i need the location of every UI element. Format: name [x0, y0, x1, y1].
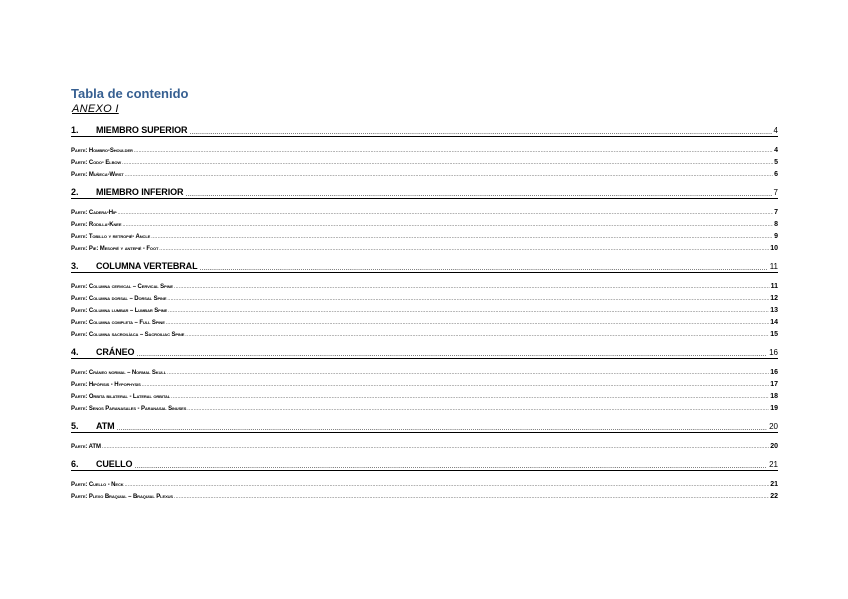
subentry-page-number: 16 — [770, 369, 778, 376]
toc-subentry[interactable] — [71, 291, 778, 303]
subentry-label: Parte: ATM — [71, 444, 101, 450]
toc-subentry[interactable] — [71, 241, 778, 253]
section-label: MIEMBRO INFERIOR — [96, 187, 184, 197]
section-number: 4. — [71, 347, 79, 357]
subentry-label: Parte: Columna lumbar – Lumbar Spine — [71, 308, 168, 314]
subentry-page-number: 19 — [770, 405, 778, 412]
dot-leader — [168, 308, 769, 315]
section-label: MIEMBRO SUPERIOR — [96, 125, 188, 135]
toc-subentry-list — [71, 365, 778, 413]
subentry-label: Parte: Senos Paranasales - Paranasal Sinuses — [71, 406, 187, 412]
subentry-label: Parte: Columna cervical – Cervical Spine — [71, 284, 173, 290]
toc-body — [71, 120, 778, 501]
subentry-page-number: 14 — [770, 319, 778, 326]
dot-leader — [171, 394, 769, 401]
subentry-page-number: 9 — [774, 233, 778, 240]
dot-leader — [189, 127, 771, 136]
toc-subentry[interactable] — [71, 477, 778, 489]
subentry-page-number: 6 — [774, 171, 778, 178]
toc-section-entry[interactable] — [71, 256, 778, 273]
section-number: 1. — [71, 125, 79, 135]
subentry-label: Parte: Plexo Braquial – Braquial Plexus — [71, 494, 173, 500]
toc-subentry[interactable] — [71, 365, 778, 377]
section-label: ATM — [96, 421, 115, 431]
toc-section-entry[interactable] — [71, 120, 778, 137]
toc-subentry[interactable] — [71, 205, 778, 217]
section-number: 3. — [71, 261, 79, 271]
subentry-page-number: 12 — [770, 295, 778, 302]
dot-leader — [125, 482, 770, 489]
annex-heading: ANEXO I — [72, 103, 119, 115]
subentry-page-number: 22 — [770, 493, 778, 500]
toc-subentry[interactable] — [71, 303, 778, 315]
section-number: 6. — [71, 459, 79, 469]
subentry-label: Parte: Columna dorsal – Dorsal Spine — [71, 296, 167, 302]
toc-subentry-list — [71, 439, 778, 451]
dot-leader — [117, 423, 768, 432]
section-label: COLUMNA VERTEBRAL — [96, 261, 198, 271]
dot-leader — [142, 382, 770, 389]
section-page-number: 7 — [773, 188, 778, 197]
subentry-label: Parte: Codo- Elbow — [71, 160, 122, 166]
subentry-page-number: 5 — [774, 159, 778, 166]
toc-subentry[interactable] — [71, 315, 778, 327]
section-page-number: 20 — [769, 422, 778, 431]
subentry-label: Parte: Hombro-Shoulder — [71, 148, 133, 154]
toc-subentry[interactable] — [71, 229, 778, 241]
subentry-label: Parte: Muñeca-Wirst — [71, 172, 124, 178]
toc-section-entry[interactable] — [71, 454, 778, 471]
toc-subentry[interactable] — [71, 489, 778, 501]
subentry-label: Parte: Cráneo normal – Normal Skull — [71, 370, 167, 376]
toc-title: Tabla de contenido — [71, 86, 189, 101]
subentry-label: Parte: Tobillo y retropié- Ancle — [71, 234, 151, 240]
toc-subentry[interactable] — [71, 377, 778, 389]
subentry-page-number: 11 — [770, 283, 778, 290]
dot-leader — [167, 370, 769, 377]
dot-leader — [167, 296, 769, 303]
dot-leader — [122, 222, 773, 229]
section-number: 5. — [71, 421, 79, 431]
toc-subentry-list — [71, 279, 778, 339]
dot-leader — [159, 246, 769, 253]
subentry-label: Parte: Rodilla-Knee — [71, 222, 122, 228]
dot-leader — [174, 494, 769, 501]
dot-leader — [151, 234, 773, 241]
toc-subentry[interactable] — [71, 167, 778, 179]
subentry-label: Parte: Cuello - Neck — [71, 482, 124, 488]
subentry-label: Parte: Columna completa – Full Spine — [71, 320, 165, 326]
subentry-page-number: 7 — [774, 209, 778, 216]
section-number: 2. — [71, 187, 79, 197]
subentry-label: Parte: Hipófisis - Hypophysis — [71, 382, 141, 388]
section-page-number: 4 — [773, 126, 778, 135]
dot-leader — [187, 406, 769, 413]
toc-section-entry[interactable] — [71, 342, 778, 359]
dot-leader — [185, 332, 769, 339]
toc-subentry[interactable] — [71, 389, 778, 401]
subentry-page-number: 13 — [770, 307, 778, 314]
subentry-page-number: 4 — [774, 147, 778, 154]
dot-leader — [166, 320, 769, 327]
subentry-page-number: 20 — [770, 443, 778, 450]
subentry-page-number: 8 — [774, 221, 778, 228]
section-label: CRÁNEO — [96, 347, 135, 357]
subentry-page-number: 21 — [770, 481, 778, 488]
toc-subentry[interactable] — [71, 217, 778, 229]
dot-leader — [199, 263, 767, 272]
toc-subentry[interactable] — [71, 327, 778, 339]
dot-leader — [134, 148, 773, 155]
toc-section-entry[interactable] — [71, 416, 778, 433]
dot-leader — [134, 461, 767, 470]
toc-subentry-list — [71, 143, 778, 179]
section-label: CUELLO — [96, 459, 133, 469]
subentry-label: Parte: Pie: Mesopié y antepié - Foot — [71, 246, 159, 252]
toc-subentry[interactable] — [71, 155, 778, 167]
toc-subentry-list — [71, 205, 778, 253]
toc-section-entry[interactable] — [71, 182, 778, 199]
dot-leader — [102, 444, 769, 451]
section-page-number: 11 — [769, 262, 778, 271]
toc-subentry[interactable] — [71, 401, 778, 413]
dot-leader — [118, 210, 774, 217]
dot-leader — [174, 284, 770, 291]
subentry-page-number: 10 — [770, 245, 778, 252]
toc-page — [71, 86, 778, 503]
subentry-label: Parte: Cadera-Hip — [71, 210, 117, 216]
dot-leader — [185, 189, 771, 198]
section-page-number: 21 — [769, 460, 778, 469]
subentry-page-number: 15 — [770, 331, 778, 338]
dot-leader — [136, 349, 767, 358]
subentry-page-number: 17 — [770, 381, 778, 388]
subentry-label: Parte: Columna sacroilíaca – Sacroiliac Spine — [71, 332, 185, 338]
toc-subentry[interactable] — [71, 143, 778, 155]
toc-subentry[interactable] — [71, 439, 778, 451]
section-page-number: 16 — [769, 348, 778, 357]
dot-leader — [125, 172, 773, 179]
toc-subentry[interactable] — [71, 279, 778, 291]
subentry-label: Parte: Orbita bilateral - Lateral orbital — [71, 394, 171, 400]
subentry-page-number: 18 — [770, 393, 778, 400]
dot-leader — [122, 160, 773, 167]
toc-subentry-list — [71, 477, 778, 501]
